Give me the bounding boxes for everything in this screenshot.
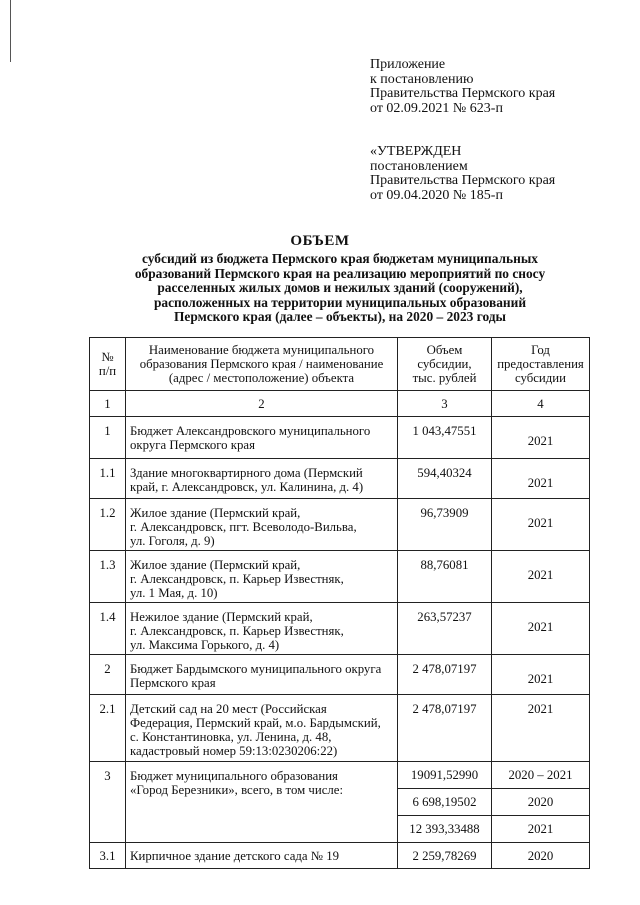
row-number: 2 [90, 655, 126, 695]
row-amount: 2 259,78269 [398, 843, 492, 869]
row-year: 2020 [492, 843, 590, 869]
row-year: 2020 – 2021 [492, 762, 590, 789]
table-row [90, 843, 590, 869]
approved-line: Правительства Пермского края [370, 173, 556, 188]
column-number: 2 [126, 391, 398, 417]
row-number: 3 [90, 762, 126, 843]
row-year: 2021 [492, 417, 590, 459]
row-number: 1.2 [90, 499, 126, 551]
row-amount: 2 478,07197 [398, 695, 492, 762]
table-row [90, 499, 590, 551]
header-amount: Объем субсидии, тыс. рублей [398, 338, 492, 391]
row-year: 2021 [492, 603, 590, 655]
row-number: 1.3 [90, 551, 126, 603]
row-amount: 19091,52990 [398, 762, 492, 789]
row-amount: 263,57237 [398, 603, 492, 655]
row-name: Бюджет муниципального образования «Город Березники», всего, в том числе: [126, 762, 398, 843]
column-number: 4 [492, 391, 590, 417]
subtitle-line: расположенных на территории муниципальных образований [153, 294, 527, 310]
row-year: 2021 [492, 459, 590, 499]
subtitle-line: расселенных жилых домов и нежилых зданий (сооружений), [157, 280, 523, 296]
column-number: 1 [90, 391, 126, 417]
subtitle-line: субсидий из бюджета Пермского края бюджетам муниципальных [142, 251, 538, 266]
table-row [90, 603, 590, 655]
row-year: 2020 [492, 789, 590, 816]
row-number: 1.1 [90, 459, 126, 499]
document-title: ОБЪЕМ [290, 233, 350, 249]
document-subtitle [90, 252, 590, 325]
row-year: 2021 [492, 695, 590, 762]
row-name: Здание многоквартирного дома (Пермский край, г. Александровск, ул. Калинина, д. 4) [126, 459, 398, 499]
row-year: 2021 [492, 816, 590, 843]
table-row [90, 762, 590, 789]
appendix-line: Правительства Пермского края [370, 86, 556, 101]
table-row [90, 655, 590, 695]
row-amount: 6 698,19502 [398, 789, 492, 816]
row-name: Детский сад на 20 мест (Российская Федерация, Пермский край, м.о. Бардымский, с. Константиновка, ул. Ленина, д. 48, кадастровый номер 59:13:0230206:22) [126, 695, 398, 762]
row-amount: 96,73909 [398, 499, 492, 551]
margin-line [10, 0, 11, 62]
approved-line: от 09.04.2020 № 185-п [370, 187, 503, 203]
column-number: 3 [398, 391, 492, 417]
appendix-line: Приложение [370, 57, 446, 72]
row-name: Бюджет Александровского муниципального округа Пермского края [126, 417, 398, 459]
table-row [90, 417, 590, 459]
row-number: 1.4 [90, 603, 126, 655]
row-name: Жилое здание (Пермский край, г. Александровск, п. Карьер Известняк, ул. 1 Мая, д. 10) [126, 551, 398, 603]
approved-line: постановлением [370, 158, 468, 174]
row-amount: 88,76081 [398, 551, 492, 603]
row-name: Нежилое здание (Пермский край, г. Александровск, п. Карьер Известняк, ул. Максима Горького, д. 4) [126, 603, 398, 655]
table-row [90, 695, 590, 762]
subsidy-table [89, 337, 590, 869]
appendix-line: к постановлению [370, 71, 474, 87]
table-row [90, 551, 590, 603]
row-name: Жилое здание (Пермский край, г. Александровск, пгт. Всеволодо-Вильва, ул. Гоголя, д. 9) [126, 499, 398, 551]
row-year: 2021 [492, 499, 590, 551]
row-amount: 2 478,07197 [398, 655, 492, 695]
subtitle-line: Пермского края (далее – объекты), на 2020 – 2023 годы [173, 309, 507, 325]
column-number-row [90, 391, 590, 417]
row-year: 2021 [492, 655, 590, 695]
row-year: 2021 [492, 551, 590, 603]
row-amount: 594,40324 [398, 459, 492, 499]
table-row [90, 459, 590, 499]
header-number: № п/п [90, 338, 126, 391]
row-amount: 1 043,47551 [398, 417, 492, 459]
appendix-header [370, 58, 555, 116]
row-number: 3.1 [90, 843, 126, 869]
row-amount: 12 393,33488 [398, 816, 492, 843]
row-name: Бюджет Бардымского муниципального округа Пермского края [126, 655, 398, 695]
table-header-row [90, 338, 590, 391]
appendix-line: от 02.09.2021 № 623-п [370, 100, 503, 116]
header-name: Наименование бюджета муниципального образования Пермского края / наименование (адрес / местоположение) объекта [126, 338, 398, 391]
row-number: 1 [90, 417, 126, 459]
header-year: Год предоставления субсидии [492, 338, 590, 391]
row-number: 2.1 [90, 695, 126, 762]
subtitle-line: образований Пермского края на реализацию мероприятий по сносу [134, 265, 546, 281]
row-name: Кирпичное здание детского сада № 19 [126, 843, 398, 869]
approved-header [370, 145, 555, 203]
approved-line: «УТВЕРЖДЕН [370, 144, 462, 159]
